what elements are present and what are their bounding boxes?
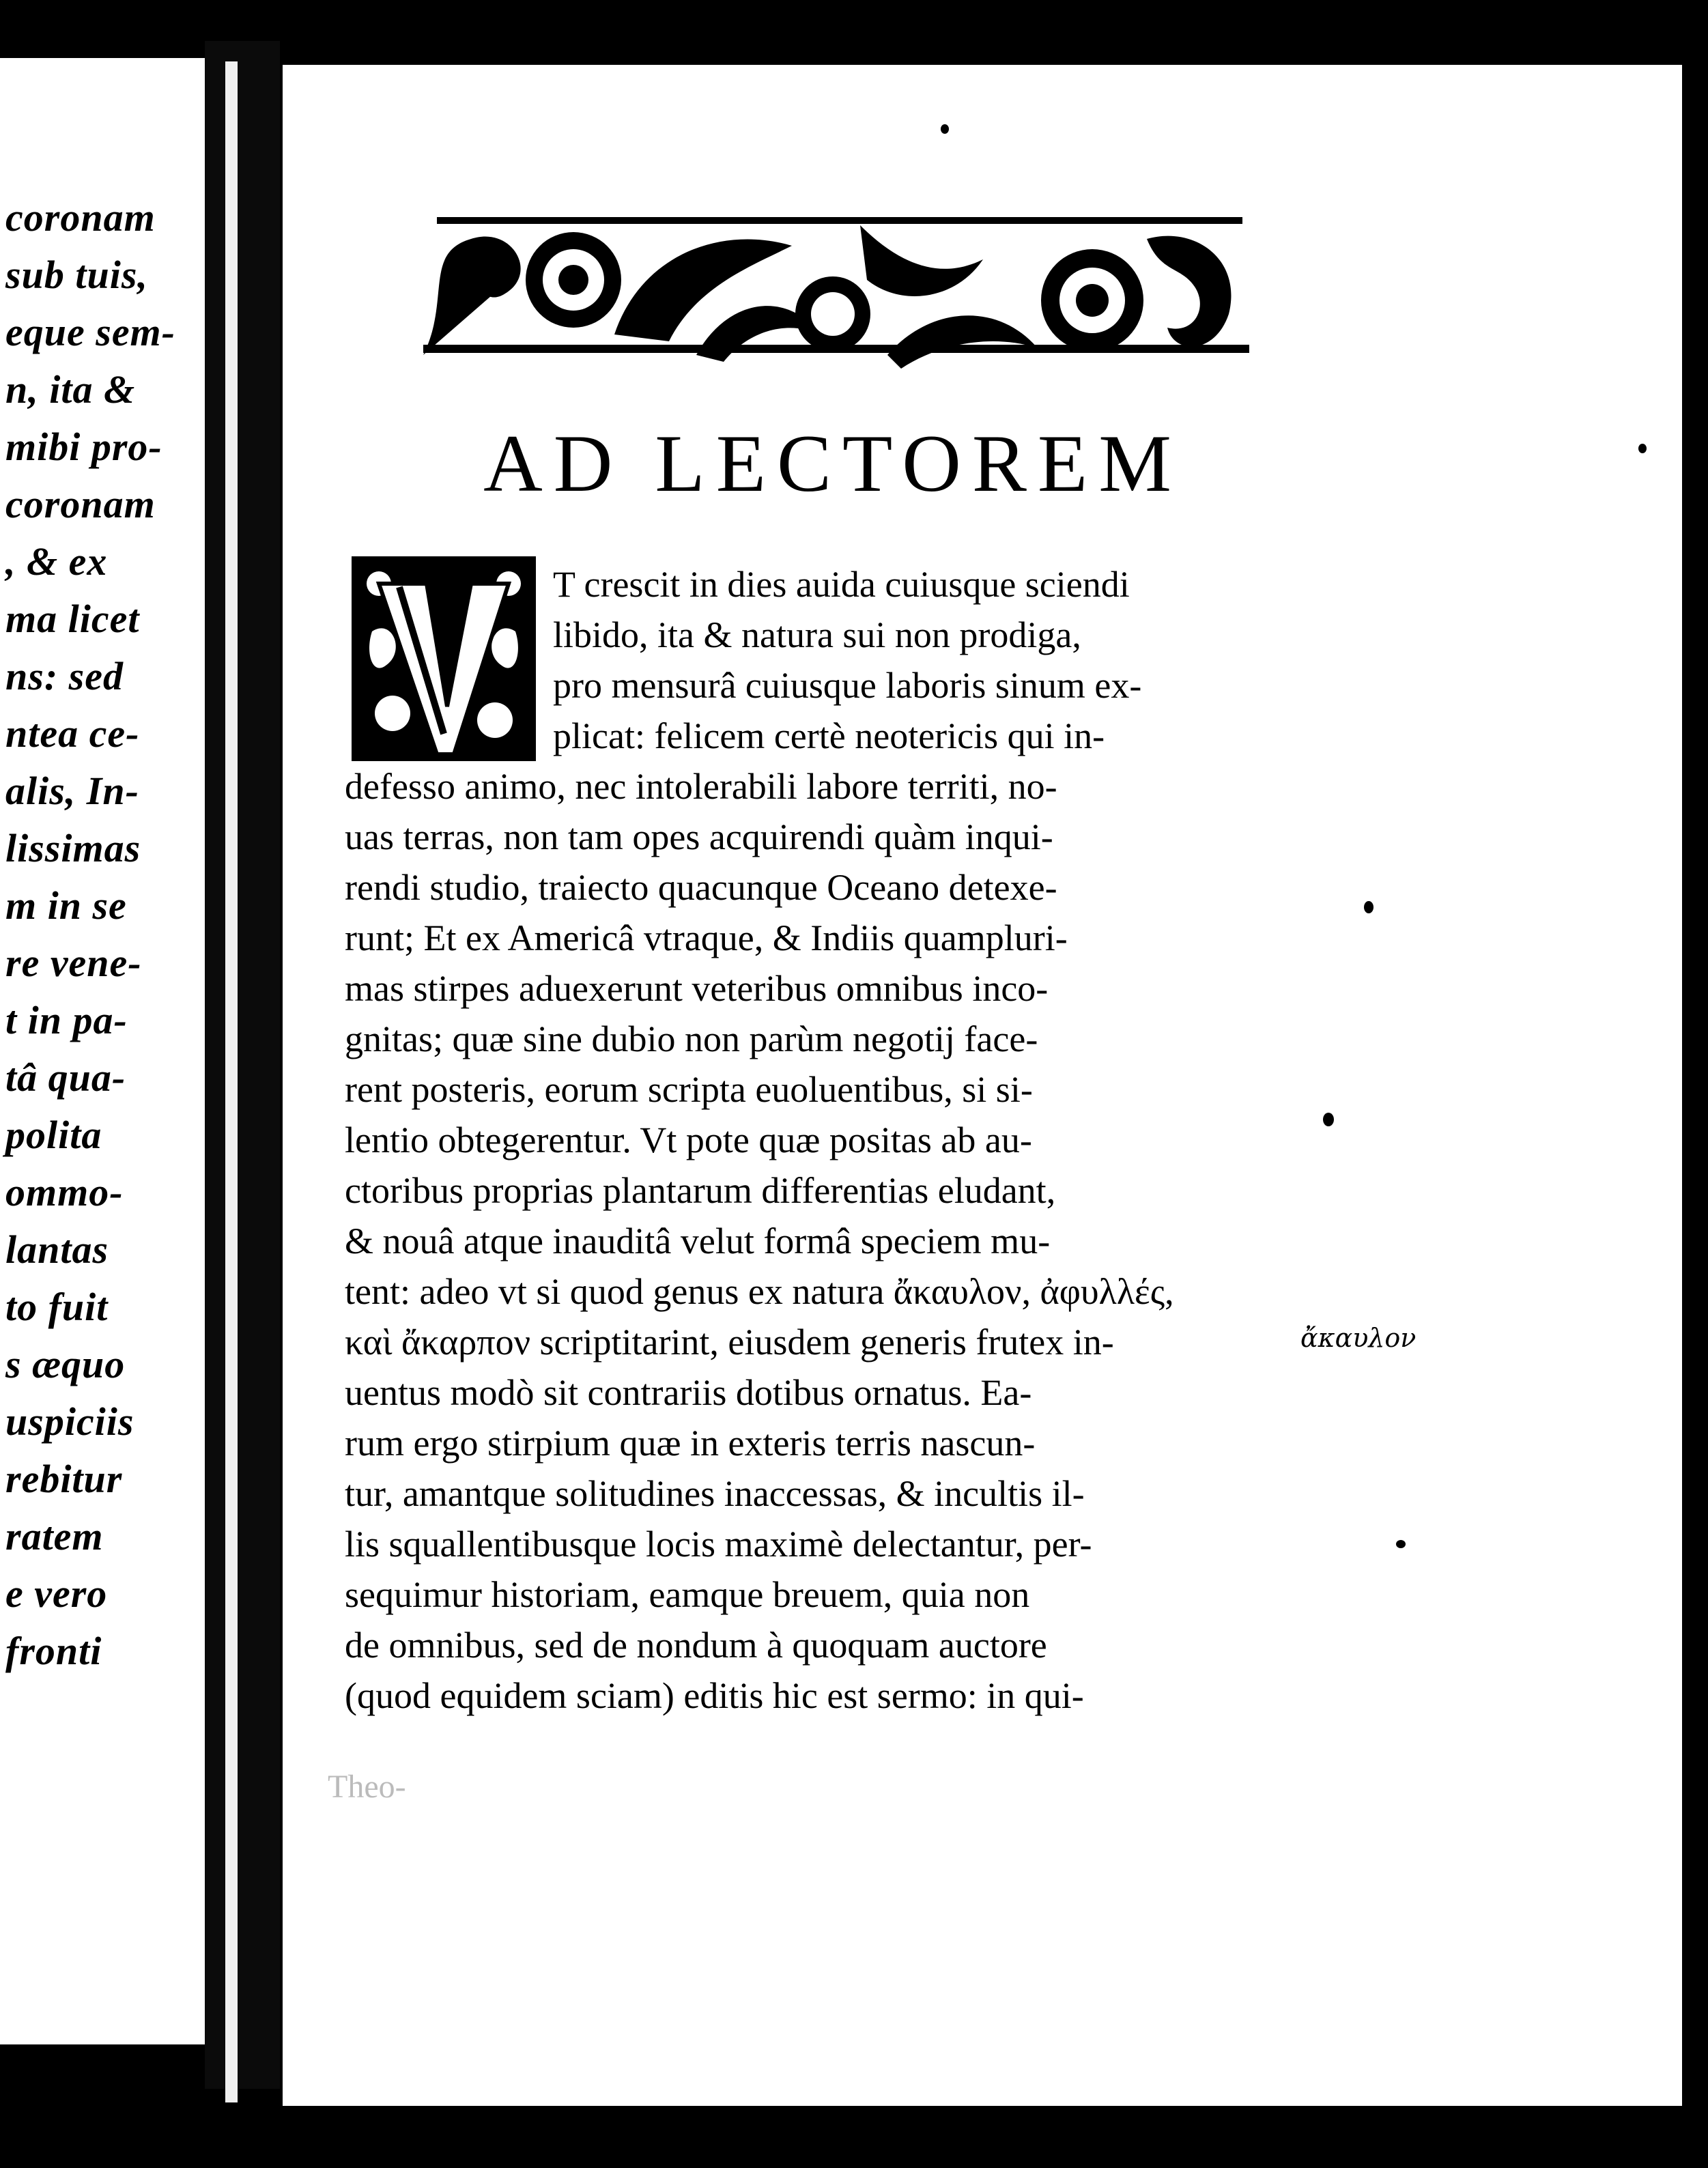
text-line: mas stirpes aduexerunt veteribus omnibus inco-: [345, 968, 1049, 1009]
text-line: καὶ ἄκαρπον scriptitarint, eiusdem generis frutex in-: [345, 1322, 1114, 1363]
ink-speck: [1396, 1540, 1406, 1548]
text-line: rendi studio, traiecto quacunque Oceano detexe-: [345, 867, 1057, 908]
left-page-line: n, ita &: [5, 367, 136, 412]
ornamental-headpiece-icon: [410, 198, 1263, 375]
text-line: (quod equidem sciam) editis hic est sermo: in qui-: [345, 1675, 1084, 1716]
text-line: T crescit in dies auida cuiusque sciendi: [553, 564, 1130, 605]
left-page-line: mibi pro-: [5, 425, 162, 469]
facing-left-page: [0, 58, 205, 2044]
left-page-line: re vene-: [5, 941, 142, 985]
left-page-line: to fuit: [5, 1285, 109, 1329]
left-page-line: fronti: [5, 1629, 102, 1673]
left-page-line: sub tuis,: [5, 253, 148, 297]
margin-note: ἄκαυλον: [1300, 1323, 1417, 1353]
page-title: AD LECTOREM: [483, 418, 1182, 509]
left-page-line: tâ qua-: [5, 1055, 126, 1100]
text-line: libido, ita & natura sui non prodiga,: [553, 614, 1081, 655]
faint-show-through-text: Theo-: [328, 1769, 406, 1805]
text-line: tur, amantque solitudines inaccessas, & incultis il-: [345, 1473, 1085, 1514]
text-line: pro mensurâ cuiusque laboris sinum ex-: [553, 665, 1142, 706]
left-page-line: ntea ce-: [5, 711, 140, 756]
left-page-line: , & ex: [5, 539, 108, 584]
left-page-line: lantas: [5, 1227, 109, 1272]
text-line: gnitas; quæ sine dubio non parùm negotij face-: [345, 1018, 1038, 1059]
ink-speck: [1323, 1113, 1334, 1126]
text-line: lentio obtegerentur. Vt pote quæ positas ab au-: [345, 1119, 1032, 1160]
left-page-line: polita: [5, 1113, 102, 1157]
text-line: & nouâ atque inauditâ velut formâ speciem mu-: [345, 1221, 1051, 1261]
ink-speck: [941, 124, 949, 134]
text-line: runt; Et ex Americâ vtraque, & Indiis quampluri-: [345, 917, 1068, 958]
left-page-line: ma licet: [5, 597, 140, 641]
text-line: uentus modò sit contrariis dotibus ornatus. Ea-: [345, 1372, 1032, 1413]
left-page-line: ns: sed: [5, 654, 124, 698]
text-line: ctoribus proprias plantarum differentias eludant,: [345, 1170, 1056, 1211]
left-page-line: m in se: [5, 883, 127, 928]
left-page-line: rebitur: [5, 1457, 123, 1501]
text-line: rum ergo stirpium quæ in exteris terris nascun-: [345, 1423, 1036, 1464]
decorated-initial-v-icon: [352, 556, 536, 761]
left-page-line: ommo-: [5, 1170, 124, 1214]
text-line: lis squallentibusque locis maximè delectantur, per-: [345, 1524, 1092, 1565]
page-edge: [225, 61, 238, 2102]
left-page-line: ratem: [5, 1514, 104, 1558]
left-page-line: coronam: [5, 195, 156, 240]
left-page-line: uspiciis: [5, 1399, 134, 1444]
ink-speck: [1364, 901, 1373, 913]
left-page-line: s æquo: [5, 1342, 126, 1386]
text-line: defesso animo, nec intolerabili labore territi, no-: [345, 766, 1057, 807]
book-gutter: [205, 41, 280, 2089]
left-page-line: e vero: [5, 1571, 108, 1616]
left-page-line: alis, In-: [5, 769, 139, 813]
text-line: uas terras, non tam opes acquirendi quàm inqui-: [345, 816, 1053, 857]
text-line: sequimur historiam, eamque breuem, quia non: [345, 1574, 1030, 1615]
text-line: plicat: felicem certè neotericis qui in-: [553, 715, 1105, 756]
text-line: de omnibus, sed de nondum à quoquam auctore: [345, 1625, 1047, 1666]
left-page-line: eque sem-: [5, 310, 175, 354]
text-line: tent: adeo vt si quod genus ex natura ἄκαυλον, ἀφυλλές,: [345, 1271, 1174, 1312]
ink-speck: [1638, 444, 1647, 453]
left-page-line: lissimas: [5, 826, 141, 870]
left-page-line: coronam: [5, 482, 156, 526]
text-line: rent posteris, eorum scripta euoluentibus, si si-: [345, 1069, 1033, 1110]
left-page-line: t in pa-: [5, 998, 128, 1042]
